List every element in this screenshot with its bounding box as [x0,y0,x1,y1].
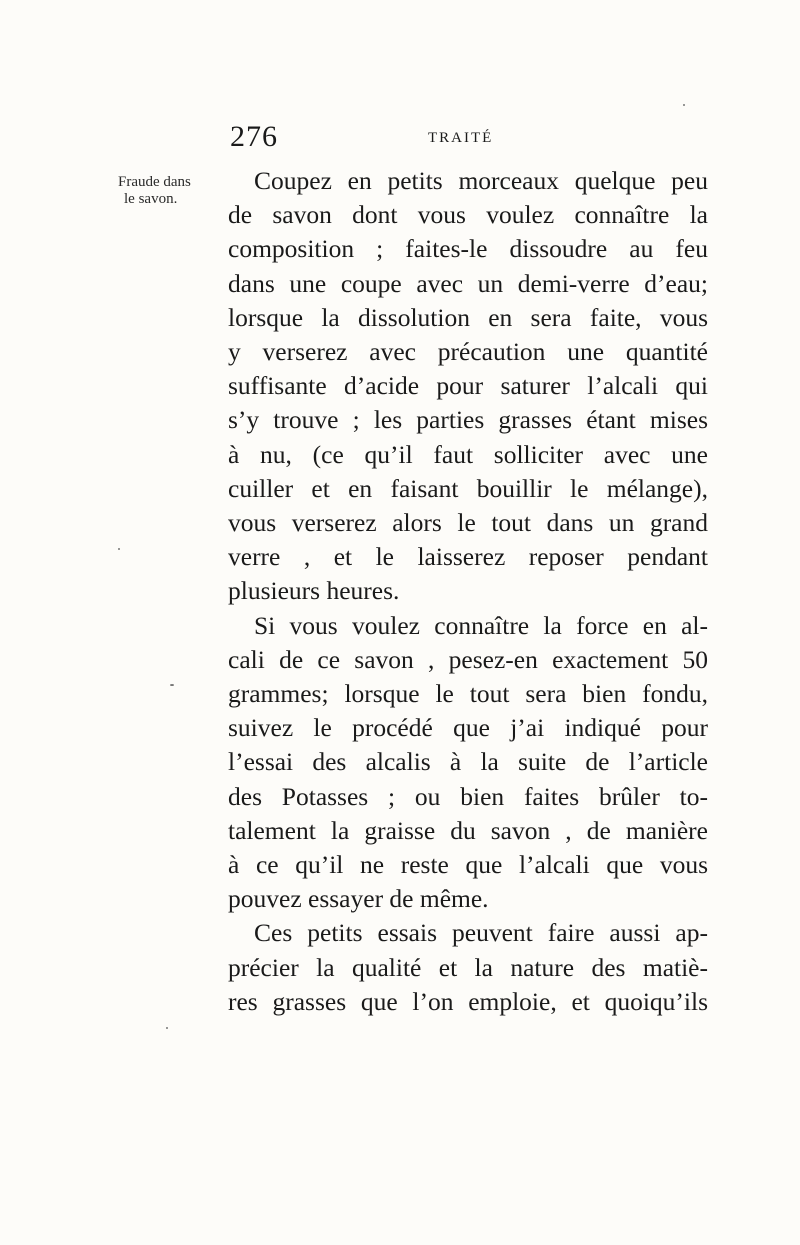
text-line: cali de ce savon , pesez-en exactement 50 [228,644,708,674]
text-line: grammes; lorsque le tout sera bien fondu, [228,679,708,709]
margin-note-line: Fraude dans [118,174,191,190]
text-line: pouvez essayer de même. [228,884,489,914]
paper-speck [683,104,685,106]
text-line: à ce qu’il ne reste que l’alcali que vous [228,850,708,880]
text-line: composition ; faites-le dissoudre au feu [228,234,708,264]
text-line: l’essai des alcalis à la suite de l’article [228,747,708,777]
body-text [228,164,708,1019]
text-line: précier la qualité et la nature des matiè- [228,952,708,982]
text-line: vous verserez alors le tout dans un grand [228,508,708,538]
text-line: cuiller et en faisant bouillir le mélange), [228,473,708,503]
text-line: y verserez avec précaution une quantité [228,337,708,367]
text-line: lorsque la dissolution en sera faite, vous [228,302,708,332]
text-line: s’y trouve ; les parties grasses étant mises [228,405,708,435]
running-head: TRAITÉ [428,130,494,146]
text-line: suffisante d’acide pour saturer l’alcali qui [228,371,708,401]
text-line: Ces petits essais peuvent faire aussi ap- [254,918,708,948]
paper-speck [118,548,120,550]
text-line: res grasses que l’on emploie, et quoiqu’ils [228,986,708,1016]
text-line: dans une coupe avec un demi-verre d’eau; [228,268,708,298]
margin-note [118,174,218,208]
text-line: plusieurs heures. [228,576,400,606]
text-line: suivez le procédé que j’ai indiqué pour [228,713,708,743]
paper-speck [166,1027,168,1029]
text-line: des Potasses ; ou bien faites brûler to- [228,781,708,811]
text-line: Si vous voulez connaître la force en al- [254,610,708,640]
text-line: à nu, (ce qu’il faut solliciter avec une [228,439,708,469]
text-line: verre , et le laisserez reposer pendant [228,542,708,572]
margin-note-line: le savon. [124,191,178,207]
paper-speck [170,684,174,686]
text-line: Coupez en petits morceaux quelque peu [254,166,708,195]
text-line: talement la graisse du savon , de manière [228,815,708,845]
text-line: de savon dont vous voulez connaître la [228,200,708,230]
page-number: 276 [230,120,278,153]
